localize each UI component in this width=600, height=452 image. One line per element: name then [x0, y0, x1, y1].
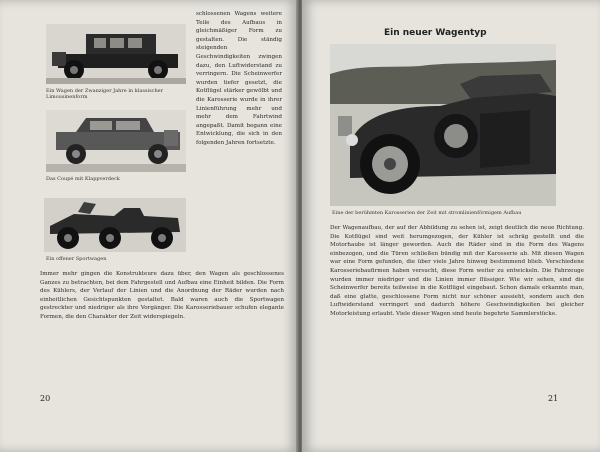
left-body-text: [40, 270, 284, 380]
left-page: [0, 0, 298, 452]
photo-coupe: [46, 110, 186, 172]
streamline-car-icon: [330, 44, 556, 206]
left-body-paragraph: Immer mehr gingen die Konstrukteure dazu über, den Wagen als geschlossenes Ganzes zu betrachten, bei dem Fahrgestell und Aufbau eine Einheit bilden. Die Form des Kühlers, der Verlauf der Linien und die Anordnung der Räder wurden nach einheitlichen Gesichtspunkten gestaltet. Bald waren auch die Sportwagen gestreckter und niedriger als ihre Vorgänger. Die Karosseriebauer schufen elegante Formen, die den Charakter der Zeit widerspiegeln.: [40, 271, 284, 320]
photo-sedan: [46, 24, 186, 84]
page-heading: Ein neuer Wagentyp: [384, 28, 487, 38]
right-body-text: [330, 224, 584, 394]
left-side-column: [196, 10, 282, 266]
right-page: [302, 0, 600, 452]
photo-roadster: [44, 198, 186, 252]
caption-photo2: Das Coupé mit Klappverdeck: [46, 176, 120, 182]
page-number-right: 21: [548, 394, 559, 403]
caption-photo3: Ein offener Sportwagen: [46, 256, 107, 262]
left-side-column-text: schlossenen Wagens weitere Teile des Aufbaus in gleichmäßiger Form zu gestalten. Die ständig steigenden Geschwindigkeiten zwingen dazu, den Luftwiderstand zu verringern. Die Scheinwerfer wurden tiefer gesetzt, die Kotflügel stärker gewölbt und die Karosserie wurde in ihrer Linienführung mehr und mehr dem Fahrtwind angepaßt. Damit begann eine Entwicklung, die sich in den folgenden Jahren fortsetzte.: [196, 11, 282, 146]
coupe-car-icon: [46, 110, 186, 172]
roadster-car-icon: [44, 198, 186, 252]
page-number-left: 20: [40, 394, 51, 403]
photo-streamline-car: [330, 44, 556, 206]
right-body-paragraph: Der Wagenaufbau, der auf der Abbildung zu sehen ist, zeigt deutlich die neue Richtung. Die Kotflügel sind weit herumgezogen, der Kühler ist schräg gestellt und die Motorhaube ist länger geworden. Auch die Räder sind in die Form des Wagens einbezogen, und die Türen schließen bündig mit der Karosserie ab. Mit diesen Wagen war eine Form gefunden, die über viele Jahre hinweg bestimmend blieb. Verschiedene Karosseriebaufirmen haben versucht, diese Form weiter zu entwickeln. Die Fahrzeuge wurden immer niedriger und die Linien immer flüssiger. Wie wir sehen, sind die Scheinwerfer bereits teilweise in die Kotflügel eingebaut. Schon damals erkannte man, daß eine glatte, geschlossene Form nicht nur schöner aussieht, sondern auch den Luftwiderstand verringert und dadurch höhere Geschwindigkeiten bei gleicher Motorleistung erlaubt. Viele dieser Wagen sind heute begehrte Sammlerstücke.: [330, 225, 584, 317]
sedan-car-icon: [46, 24, 186, 84]
caption-photo1: Ein Wagen der Zwanziger Jahre in klassischer Limousinenform: [46, 88, 164, 100]
caption-right-photo: Eine der berühmten Karosserien der Zeit mit stromlinienförmigem Aufbau: [332, 210, 522, 216]
